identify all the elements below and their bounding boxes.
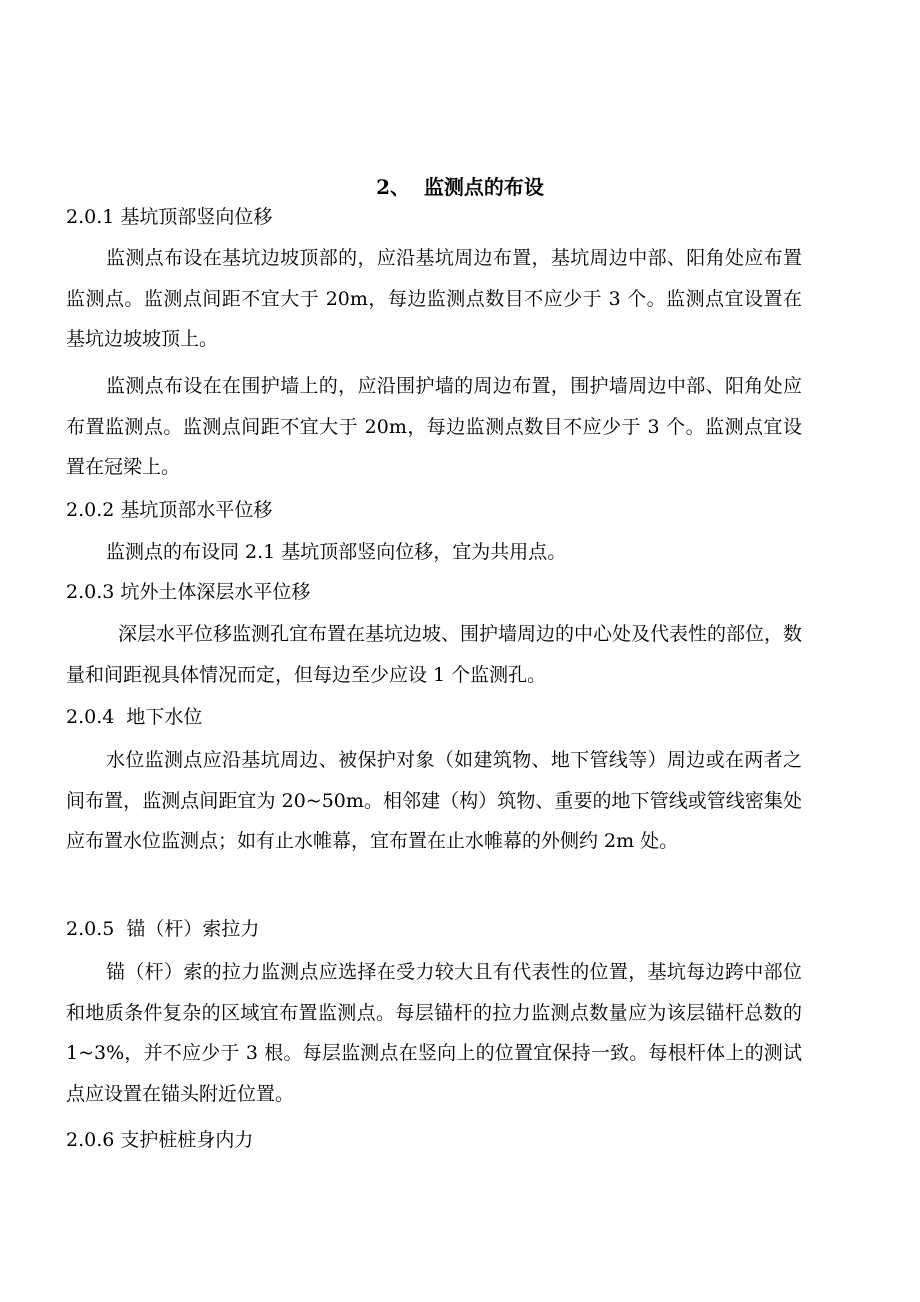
subsection-heading-2-0-4: 2.0.4 地下水位 [66, 706, 203, 728]
subsection-heading-2-0-1: 2.0.1 基坑顶部竖向位移 [66, 206, 273, 228]
subsection-heading-2-0-2: 2.0.2 基坑顶部水平位移 [66, 499, 273, 521]
subsection-heading-2-0-5: 2.0.5 锚（杆）索拉力 [66, 918, 260, 940]
section-title: 2、 监测点的布设 [376, 175, 544, 199]
paragraph: 监测点布设在基坑边坡顶部的，应沿基坑周边布置，基坑周边中部、阳角处应布置监测点。监测点间距不宜大于 20m，每边监测点数目不应少于 3 个。监测点宜设置在基坑边坡坡顶上。 [66, 247, 802, 350]
paragraph: 监测点布设在在围护墙上的，应沿围护墙的周边布置，围护墙周边中部、阳角处应布置监测点。监测点间距不宜大于 20m，每边监测点数目不应少于 3 个。监测点宜设置在冠梁上。 [66, 375, 802, 478]
paragraph: 深层水平位移监测孔宜布置在基坑边坡、围护墙周边的中心处及代表性的部位，数量和间距视具体情况而定，但每边至少应设 1 个监测孔。 [66, 623, 803, 686]
subsection-heading-2-0-3: 2.0.3 坑外土体深层水平位移 [66, 581, 311, 603]
paragraph: 监测点的布设同 2.1 基坑顶部竖向位移，宜为共用点。 [106, 541, 567, 563]
subsection-heading-2-0-6: 2.0.6 支护桩桩身内力 [66, 1129, 254, 1151]
paragraph: 锚（杆）索的拉力监测点应选择在受力较大且有代表性的位置，基坑每边跨中部位和地质条件复杂的区域宜布置监测点。每层锚杆的拉力监测点数量应为该层锚杆总数的 1~3%，并不应少于 3 根。每层监测点在竖向上的位置宜保持一致。每根杆体上的测试点应设置在锚头附近位置。 [66, 961, 802, 1105]
paragraph: 水位监测点应沿基坑周边、被保护对象（如建筑物、地下管线等）周边或在两者之间布置，监测点间距宜为 20~50m。相邻建（构）筑物、重要的地下管线或管线密集处应布置水位监测点；如有止水帷幕，宜布置在止水帷幕的外侧约 2m 处。 [66, 749, 802, 852]
